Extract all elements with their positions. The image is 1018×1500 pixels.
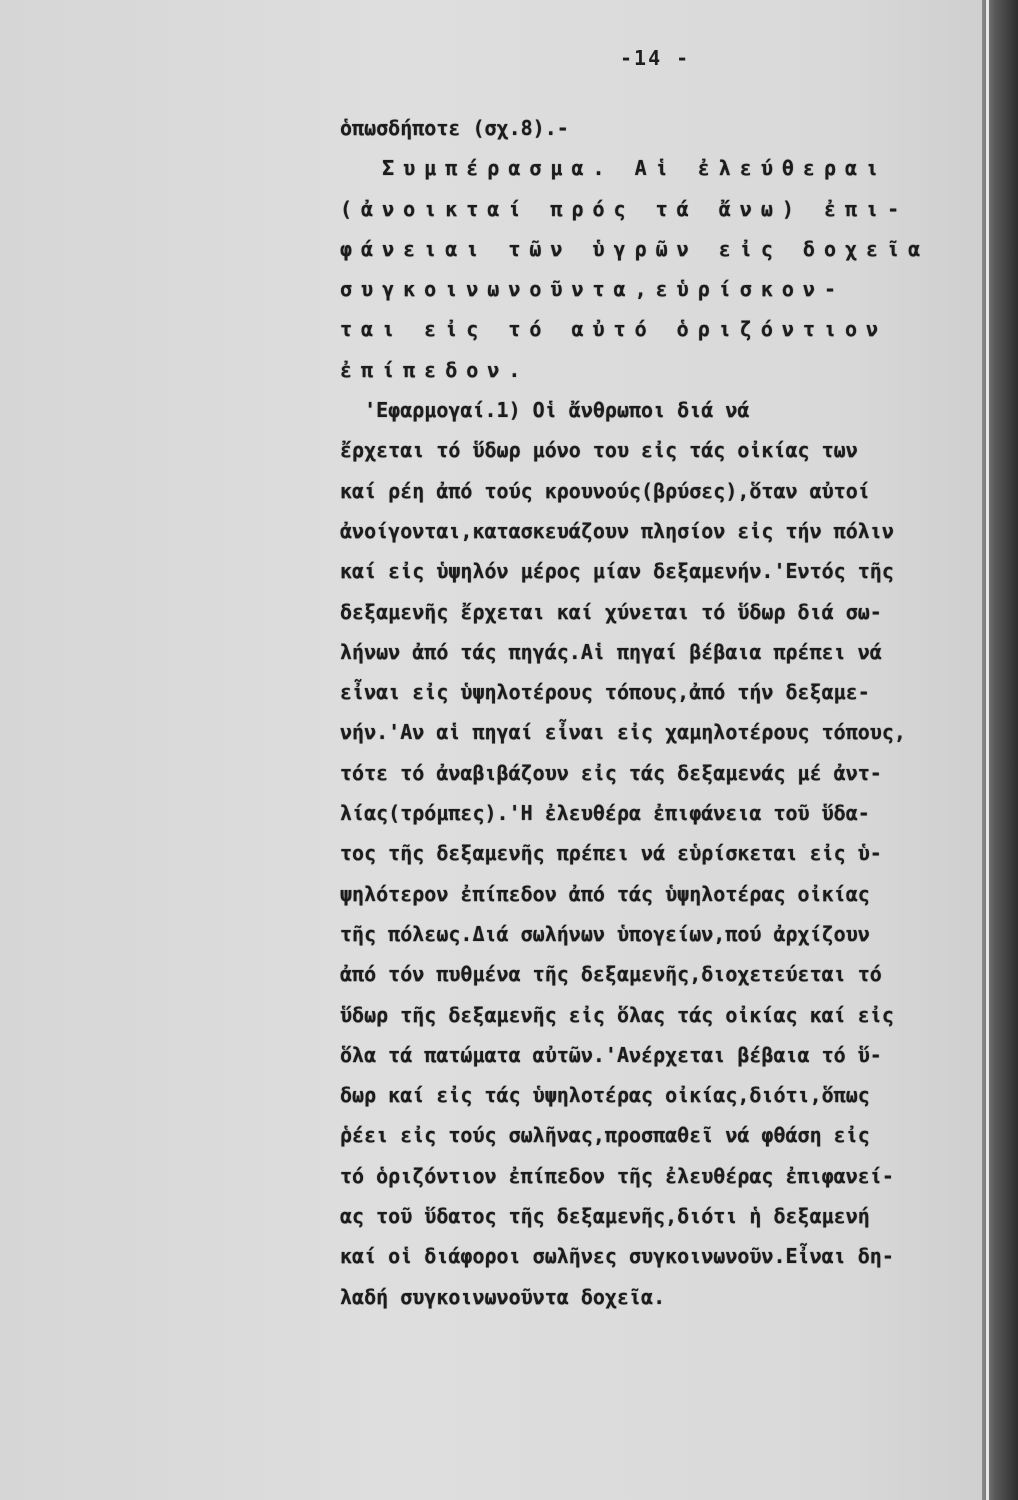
page-edge-line — [986, 0, 989, 1500]
text-line: τό ὁριζόντιον ἐπίπεδον τῆς ἐλευθέρας ἐπιφανεί- — [340, 1163, 894, 1188]
text-line: ὁπωσδήποτε (σχ.8).- — [340, 116, 569, 140]
text-line: ας τοῦ ὕδατος τῆς δεξαμενῆς,διότι ἡ δεξαμενή — [340, 1204, 870, 1229]
text-line: φάνειαι τῶν ὑγρῶν εἰς δοχεῖα — [340, 236, 930, 261]
text-line: ὅλα τά πατώματα αὐτῶν.'Ανέρχεται βέβαια τό ὕ- — [340, 1042, 882, 1067]
text-line: τῆς πόλεως.Διά σωλήνων ὑπογείων,πού ἀρχίζουν — [340, 921, 870, 946]
text-line: (ἀνοικταί πρός τά ἄνω) ἐπι- — [340, 196, 909, 221]
text-line: καί εἰς ὑψηλόν μέρος μίαν δεξαμενήν.'Εντός τῆς — [340, 559, 894, 584]
text-line: ὕδωρ τῆς δεξαμενῆς εἰς ὅλας τάς οἰκίας καί εἰς — [340, 1002, 894, 1027]
text-line: Συμπέρασμα. Αἱ ἐλεύθεραι — [340, 156, 888, 181]
text-line: λαδή συγκοινωνοῦντα δοχεῖα. — [340, 1284, 666, 1309]
text-line: ἐπίπεδον. — [340, 357, 530, 382]
page-number: -14 - — [620, 46, 691, 70]
text-line: ται εἰς τό αὐτό ὁριζόντιον — [340, 317, 888, 342]
text-line: ψηλότερον ἐπίπεδον ἀπό τάς ὑψηλοτέρας οἰκίας — [340, 881, 870, 906]
text-line: καί ρέη ἀπό τούς κρουνούς(βρύσες),ὅταν αὐτοί — [340, 478, 870, 503]
text-line: συγκοινωνοῦντα,εὑρίσκον- — [340, 277, 845, 302]
text-line: νήν.'Αν αἱ πηγαί εἶναι εἰς χαμηλοτέρους τόπους, — [340, 720, 906, 745]
text-line: ἀπό τόν πυθμένα τῆς δεξαμενῆς,διοχετεύεται τό — [340, 962, 882, 987]
text-line: ἔρχεται τό ὕδωρ μόνο του εἰς τάς οἰκίας των — [340, 438, 858, 463]
text-line: 'Εφαρμογαί.1) Οἱ ἄνθρωποι διά νά — [340, 398, 750, 423]
text-line: λίας(τρόμπες).'Η ἐλευθέρα ἐπιφάνεια τοῦ ὕδα- — [340, 801, 870, 826]
typewritten-text — [340, 108, 970, 1317]
text-line: ἀνοίγονται,κατασκευάζουν πλησίον εἰς τήν πόλιν — [340, 518, 894, 543]
text-line: τότε τό ἀναβιβάζουν εἰς τάς δεξαμενάς μέ ἀντ- — [340, 760, 882, 785]
text-line: εἶναι εἰς ὑψηλοτέρους τόπους,ἀπό τήν δεξαμε- — [340, 680, 870, 705]
text-line: δωρ καί εἰς τάς ὑψηλοτέρας οἰκίας,διότι,ὅπως — [340, 1083, 870, 1108]
text-line: λήνων ἀπό τάς πηγάς.Αἱ πηγαί βέβαια πρέπει νά — [340, 639, 882, 664]
text-line: δεξαμενῆς ἔρχεται καί χύνεται τό ὕδωρ διά σω- — [340, 599, 882, 624]
text-line: καί οἱ διάφοροι σωλῆνες συγκοινωνοῦν.Εἶναι δη- — [340, 1244, 894, 1269]
text-line: τος τῆς δεξαμενῆς πρέπει νά εὑρίσκεται εἰς ὑ- — [340, 841, 882, 866]
text-line: ῥέει εἰς τούς σωλῆνας,προσπαθεῖ νά φθάση εἰς — [340, 1123, 870, 1148]
binding-edge — [982, 0, 1018, 1500]
